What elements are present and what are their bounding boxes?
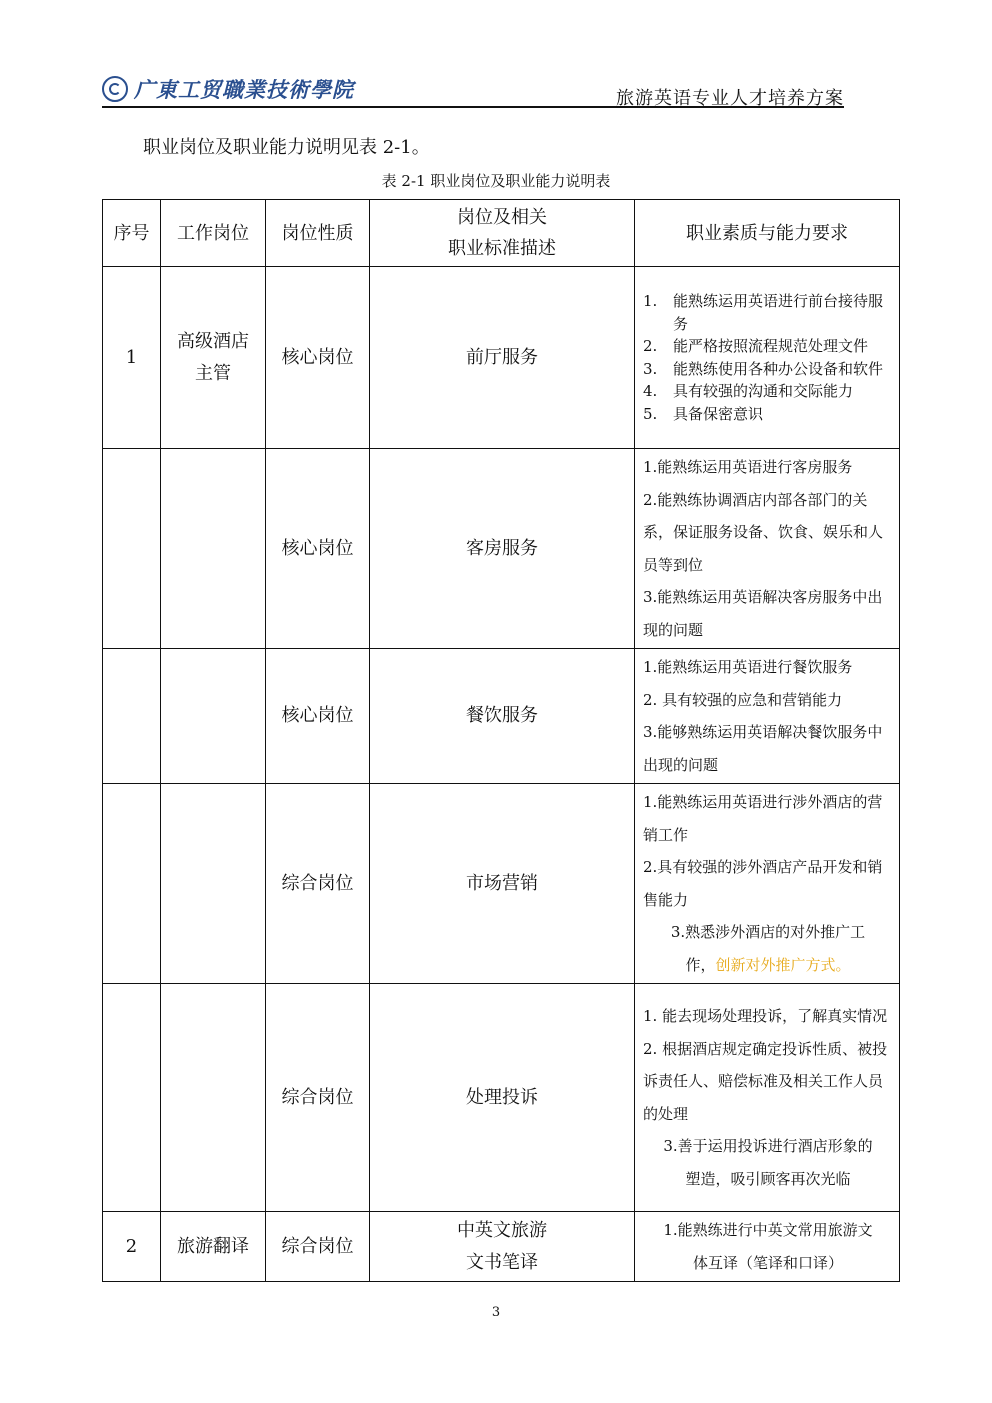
req-item: 3. 能熟练使用各种办公设备和软件 [643, 359, 884, 378]
desc-line2: 文书笔译 [466, 1251, 538, 1273]
cell-desc: 客房服务 [370, 449, 635, 649]
post-line1: 高级酒店 [177, 330, 249, 352]
header-desc-line2: 职业标准描述 [448, 238, 556, 259]
req-line1: 1.能熟练进行中英文常用旅游文 [663, 1221, 873, 1239]
highlighted-text: 创新对外推广方式。 [715, 955, 851, 974]
desc-line1: 中英文旅游 [457, 1219, 547, 1241]
cell-post: 旅游翻译 [161, 1212, 266, 1282]
page-number: 3 [491, 1305, 501, 1320]
cell-post [161, 449, 266, 649]
post-line2: 主管 [195, 362, 231, 384]
req-item: 2. 能严格按照流程规范处理文件 [643, 337, 869, 355]
cell-desc [370, 1212, 635, 1282]
table-row [103, 984, 900, 1212]
cell-no [103, 449, 161, 649]
header-nature: 岗位性质 [266, 200, 370, 267]
page-header [102, 72, 844, 108]
req-item: 1. 能熟练运用英语进行前台接待服务 [643, 292, 884, 333]
table-row [103, 267, 900, 449]
college-name: 广東工贸職業技術學院 [134, 77, 354, 102]
req-item: 4. 具有较强的沟通和交际能力 [643, 382, 854, 400]
cell-nature: 综合岗位 [266, 984, 370, 1212]
req-item: 2.能熟练协调酒店内部各部门的关系，保证服务设备、饮食、娱乐和人员等到位 [643, 490, 884, 574]
cell-no [103, 784, 161, 984]
cell-no [103, 649, 161, 784]
cell-desc: 前厅服务 [370, 267, 635, 449]
cell-post [161, 649, 266, 784]
req-item: 2.具有较强的涉外酒店产品开发和销售能力 [643, 858, 883, 909]
table-row [103, 1212, 900, 1282]
job-ability-table [102, 199, 900, 1282]
intro-text: 职业岗位及职业能力说明见表 2-1。 [143, 137, 430, 158]
cell-nature: 综合岗位 [266, 1212, 370, 1282]
table-caption: 表 2-1 职业岗位及职业能力说明表 [381, 172, 611, 190]
header-no: 序号 [103, 200, 161, 267]
cell-nature: 核心岗位 [266, 449, 370, 649]
cell-req [635, 267, 900, 449]
req-item: 2. 根据酒店规定确定投诉性质、被投诉责任人、赔偿标准及相关工作人员的处理 [643, 1039, 888, 1123]
req-line2: 体互译（笔译和口译） [692, 1253, 843, 1272]
college-logo [102, 74, 354, 104]
cell-desc: 市场营销 [370, 784, 635, 984]
req-item: 3.熟悉涉外酒店的对外推广工 作，创新对外推广方式。 [670, 923, 866, 974]
cell-req [635, 649, 900, 784]
cell-no: 2 [103, 1212, 161, 1282]
header-desc [370, 200, 635, 267]
table-row [103, 449, 900, 649]
req-item: 3.能够熟练运用英语解决餐饮服务中出现的问题 [643, 723, 883, 774]
cell-post [161, 784, 266, 984]
req-item: 2. 具有较强的应急和营销能力 [643, 690, 843, 709]
college-emblem-icon [102, 76, 128, 102]
cell-post [161, 984, 266, 1212]
req-item: 1.能熟练运用英语进行客房服务 [643, 458, 853, 476]
cell-nature: 综合岗位 [266, 784, 370, 984]
header-req: 职业素质与能力要求 [635, 200, 900, 267]
header-desc-line1: 岗位及相关 [457, 207, 547, 228]
cell-nature: 核心岗位 [266, 267, 370, 449]
cell-req [635, 784, 900, 984]
cell-no [103, 984, 161, 1212]
cell-req [635, 1212, 900, 1282]
table-row [103, 649, 900, 784]
req-item: 3.能熟练运用英语解决客房服务中出现的问题 [643, 588, 883, 639]
req-item: 1.能熟练运用英语进行餐饮服务 [643, 658, 853, 676]
cell-no: 1 [103, 267, 161, 449]
cell-desc: 处理投诉 [370, 984, 635, 1212]
cell-req [635, 449, 900, 649]
cell-nature: 核心岗位 [266, 649, 370, 784]
header-post: 工作岗位 [161, 200, 266, 267]
table-header-row [103, 200, 900, 267]
req-item: 1. 能去现场处理投诉，了解真实情况 [643, 1007, 888, 1025]
cell-desc: 餐饮服务 [370, 649, 635, 784]
cell-post [161, 267, 266, 449]
req-item: 5. 具备保密意识 [643, 404, 764, 423]
header-rule [102, 106, 844, 108]
req-item: 1.能熟练运用英语进行涉外酒店的营销工作 [643, 793, 883, 844]
table-row [103, 784, 900, 984]
cell-req [635, 984, 900, 1212]
req-item: 3.善于运用投诉进行酒店形象的 塑造，吸引顾客再次光临 [663, 1137, 873, 1188]
document-title: 旅游英语专业人才培养方案 [616, 88, 844, 109]
